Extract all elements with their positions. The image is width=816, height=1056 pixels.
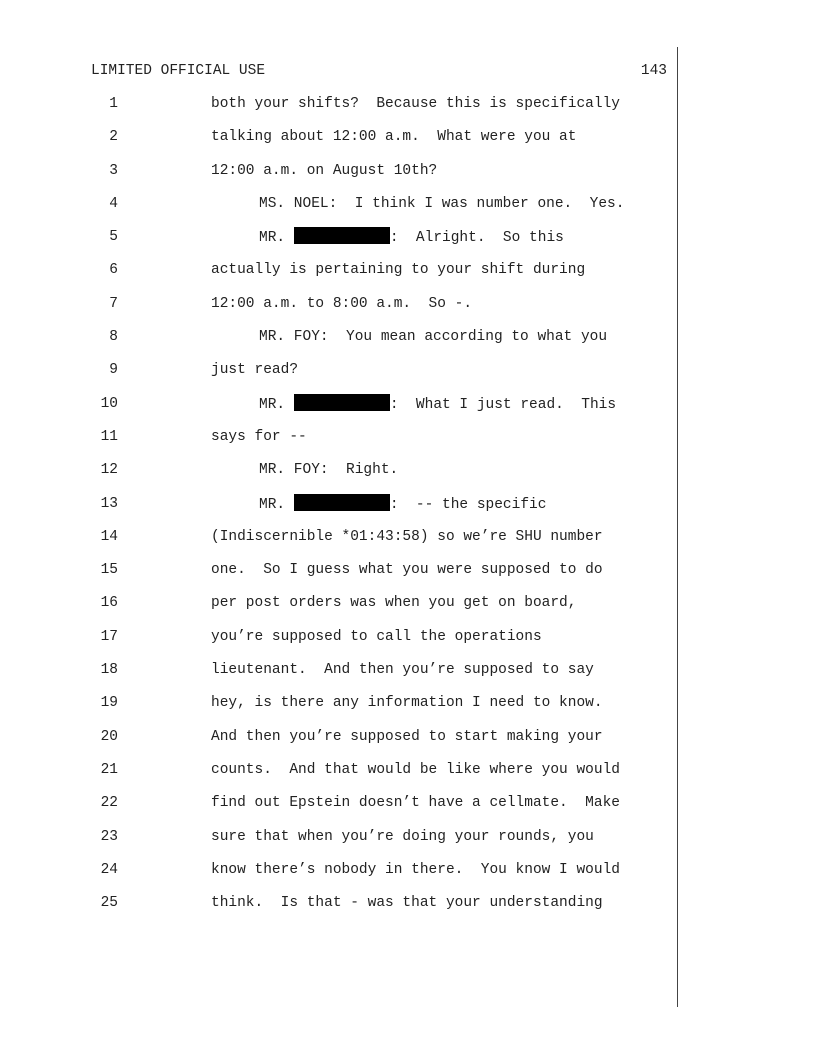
transcript-line — [0, 460, 676, 493]
line-text: just read? — [211, 362, 299, 379]
page-header — [91, 61, 667, 81]
line-text: And then you’re supposed to start making your — [211, 728, 603, 745]
line-number: 10 — [100, 395, 118, 412]
line-number: 15 — [100, 562, 118, 579]
line-number: 6 — [109, 262, 118, 279]
transcript-line — [0, 660, 676, 693]
transcript-line — [0, 360, 676, 393]
line-number: 16 — [100, 595, 118, 612]
line-number: 5 — [109, 229, 118, 246]
speaker-line-text — [211, 327, 607, 347]
transcript-line — [0, 893, 676, 926]
line-text: MR. FOY: You mean according to what you — [259, 329, 608, 346]
line-text: know there’s nobody in there. You know I would — [211, 861, 620, 878]
line-text: MS. NOEL: I think I was number one. Yes. — [259, 195, 625, 212]
transcript-line — [0, 527, 676, 560]
line-number: 13 — [100, 495, 118, 512]
line-text: lieutenant. And then you’re supposed to say — [211, 662, 594, 679]
transcript-line — [0, 327, 676, 360]
speaker-line-text — [211, 394, 616, 415]
line-text: one. So I guess what you were supposed to do — [211, 562, 603, 579]
line-number: 12 — [100, 462, 118, 479]
line-number: 24 — [100, 861, 118, 878]
line-text: both your shifts? Because this is specifically — [211, 96, 620, 112]
transcript-line — [0, 427, 676, 460]
speaker-line-text — [211, 494, 546, 515]
line-text: think. Is that - was that your understanding — [211, 895, 603, 912]
page-number: 143 — [640, 63, 667, 79]
line-number: 18 — [100, 662, 118, 679]
transcript-line — [0, 593, 676, 626]
transcript-line — [0, 860, 676, 893]
speaker-prefix: MR. — [259, 396, 294, 413]
transcript-line — [0, 793, 676, 826]
speaker-prefix: MR. — [259, 496, 294, 513]
transcript-line — [0, 294, 676, 327]
transcript-body — [0, 94, 676, 926]
speaker-line-text — [211, 194, 624, 214]
line-number: 1 — [109, 96, 118, 112]
speaker-line-text — [211, 460, 398, 480]
right-margin-rule — [677, 47, 678, 1007]
transcript-line — [0, 693, 676, 726]
speaker-suffix: : -- the specific — [389, 496, 547, 513]
speaker-suffix: : What I just read. This — [389, 396, 617, 413]
line-text: MR. FOY: Right. — [259, 462, 399, 479]
line-number: 8 — [109, 329, 118, 346]
line-number: 3 — [109, 162, 118, 179]
speaker-prefix: MR. — [259, 230, 294, 247]
line-text: find out Epstein doesn’t have a cellmate. Make — [211, 795, 620, 812]
line-number: 17 — [100, 628, 118, 645]
line-text: sure that when you’re doing your rounds, you — [211, 828, 594, 845]
line-text: hey, is there any information I need to know. — [211, 695, 603, 712]
line-number: 7 — [109, 295, 118, 312]
transcript-line — [0, 760, 676, 793]
line-text: 12:00 a.m. on August 10th? — [211, 162, 438, 179]
line-text: talking about 12:00 a.m. What were you at — [211, 129, 577, 146]
redaction-box — [294, 227, 390, 244]
transcript-line — [0, 827, 676, 860]
line-text: 12:00 a.m. to 8:00 a.m. So -. — [211, 295, 473, 312]
line-number: 20 — [100, 728, 118, 745]
line-number: 22 — [100, 795, 118, 812]
transcript-line — [0, 260, 676, 293]
transcript-line — [0, 560, 676, 593]
transcript-line — [0, 494, 676, 527]
transcript-line — [0, 627, 676, 660]
line-number: 23 — [100, 828, 118, 845]
transcript-line — [0, 727, 676, 760]
line-number: 4 — [109, 195, 118, 212]
speaker-suffix: : Alright. So this — [389, 230, 564, 247]
transcript-line — [0, 161, 676, 194]
line-text: counts. And that would be like where you would — [211, 761, 620, 778]
line-text: you’re supposed to call the operations — [211, 628, 542, 645]
line-number: 25 — [100, 895, 118, 912]
speaker-line-text — [211, 227, 564, 248]
transcript-line — [0, 127, 676, 160]
classification-label: LIMITED OFFICIAL USE — [91, 63, 266, 79]
line-number: 9 — [109, 362, 118, 379]
line-number: 11 — [100, 428, 118, 445]
line-number: 19 — [100, 695, 118, 712]
line-number: 14 — [100, 528, 118, 545]
line-text: per post orders was when you get on board, — [211, 595, 577, 612]
transcript-line — [0, 194, 676, 227]
redaction-box — [294, 394, 390, 411]
line-number: 2 — [109, 129, 118, 146]
line-text: says for -- — [211, 428, 307, 445]
line-number: 21 — [100, 761, 118, 778]
transcript-line — [0, 227, 676, 260]
line-text: actually is pertaining to your shift during — [211, 262, 586, 279]
transcript-line — [0, 94, 676, 127]
line-text: (Indiscernible *01:43:58) so we’re SHU number — [211, 528, 603, 545]
transcript-line — [0, 394, 676, 427]
redaction-box — [294, 494, 390, 511]
